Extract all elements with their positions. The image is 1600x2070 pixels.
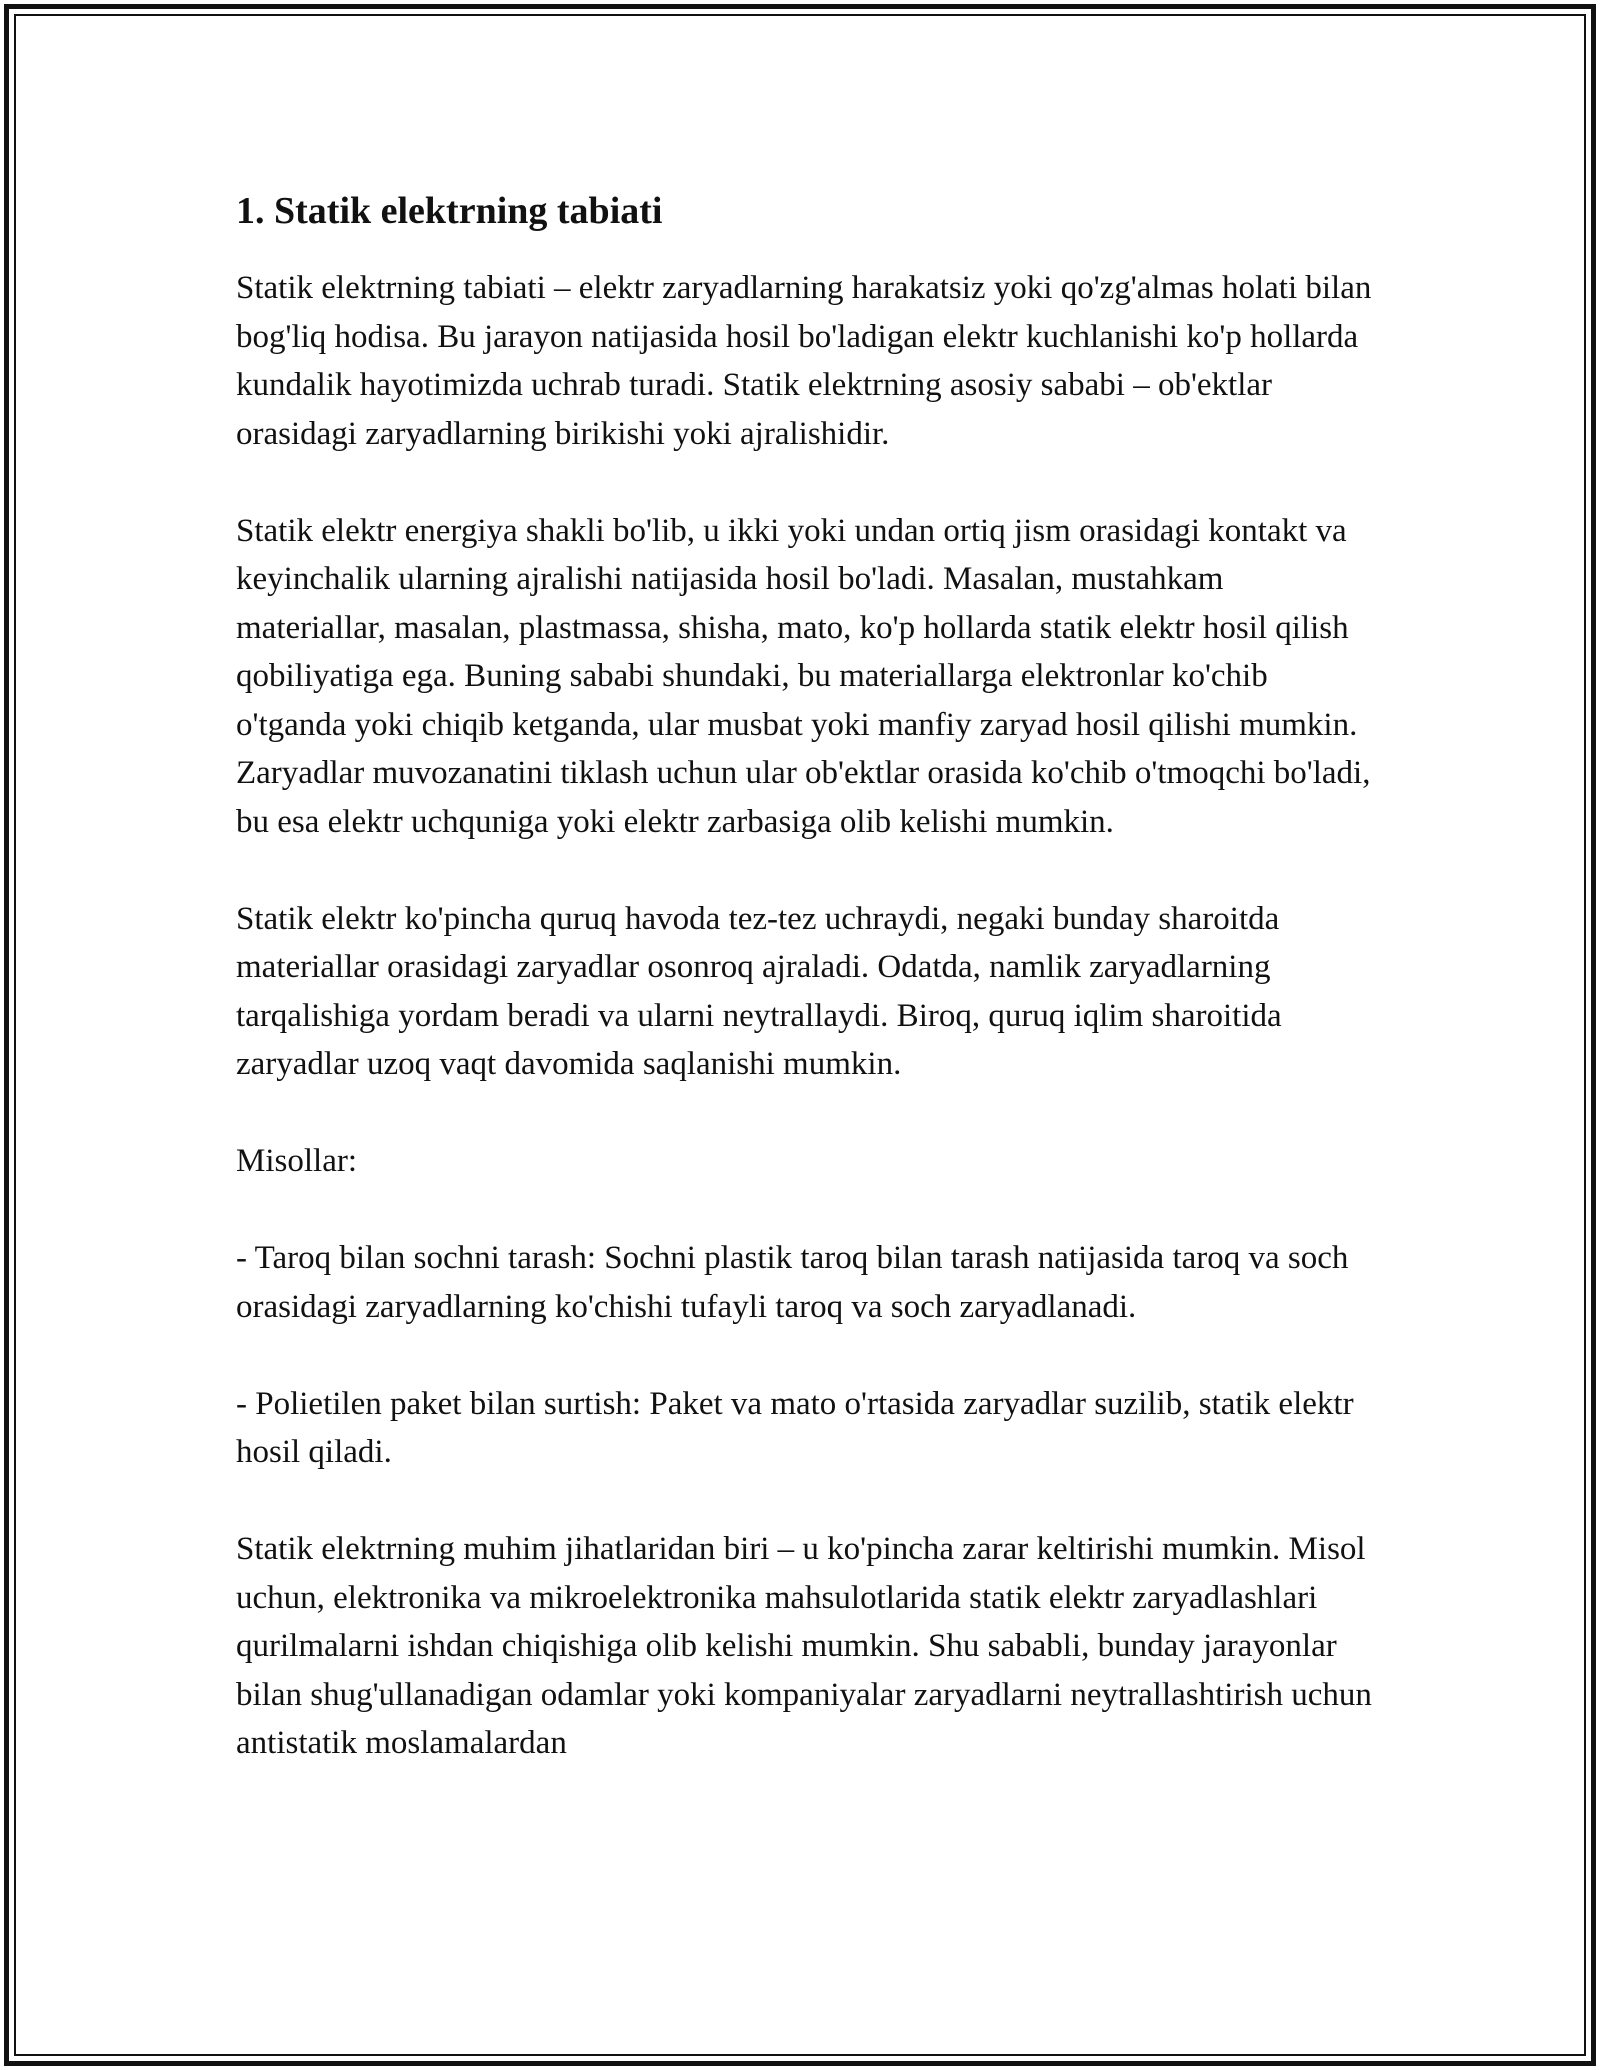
document-body bbox=[236, 186, 1376, 1816]
paragraph-energy-form: Statik elektr energiya shakli bo'lib, u ikki yoki undan ortiq jism orasidagi kontakt va keyinchalik ularning ajralishi natijasida hosil bo'ladi. Masalan, mustahkam materiallar, masalan, plastmassa, shisha, mato, ko'p hollarda statik elektr hosil qilish qobiliyatiga ega. Buning sababi shundaki, bu materiallarga elektronlar ko'chib o'tganda yoki chiqib ketganda, ular musbat yoki manfiy zaryad hosil qilishi mumkin. Zaryadlar muvozanatini tiklash uchun ular ob'ektlar orasida ko'chib o'tmoqchi bo'ladi, bu esa elektr uchquniga yoki elektr zarbasiga olib kelishi mumkin. bbox=[236, 512, 1371, 840]
paragraph-harm: Statik elektrning muhim jihatlaridan biri – u ko'pincha zarar keltirishi mumkin. Misol uchun, elektronika va mikroelektronika mahsulotlarida statik elektr zaryadlashlari qurilmalarni ishdan chiqishiga olib kelishi mumkin. Shu sababli, bunday jarayonlar bilan shug'ullanadigan odamlar yoki kompaniyalar zaryadlarni neytrallashtirish uchun antistatik moslamalardan bbox=[236, 1531, 1372, 1761]
paragraph-intro: Statik elektrning tabiati – elektr zaryadlarning harakatsiz yoki qo'zg'almas holati bilan bog'liq hodisa. Bu jarayon natijasida hosil bo'ladigan elektr kuchlanishi ko'p hollarda kundalik hayotimizda uchrab turadi. Statik elektrning asosiy sababi – ob'ektlar orasidagi zaryadlarning birikishi yoki ajralishidir. bbox=[236, 270, 1372, 452]
paragraph-example-comb: - Taroq bilan sochni tarash: Sochni plastik taroq bilan tarash natijasida taroq va soch orasidagi zaryadlarning ko'chishi tufayli taroq va soch zaryadlanadi. bbox=[236, 1240, 1349, 1325]
paragraph-example-bag: - Polietilen paket bilan surtish: Paket va mato o'rtasida zaryadlar suzilib, statik elektr hosil qiladi. bbox=[236, 1385, 1354, 1470]
section-heading: 1. Statik elektrning tabiati bbox=[236, 190, 663, 232]
paragraph-examples-label: Misollar: bbox=[236, 1143, 357, 1179]
paragraph-dry-air: Statik elektr ko'pincha quruq havoda tez-tez uchraydi, negaki bunday sharoitda materiallar orasidagi zaryadlar osonroq ajraladi. Odatda, namlik zaryadlarning tarqalishiga yordam beradi va ularni neytrallaydi. Biroq, quruq iqlim sharoitida zaryadlar uzoq vaqt davomida saqlanishi mumkin. bbox=[236, 900, 1282, 1082]
